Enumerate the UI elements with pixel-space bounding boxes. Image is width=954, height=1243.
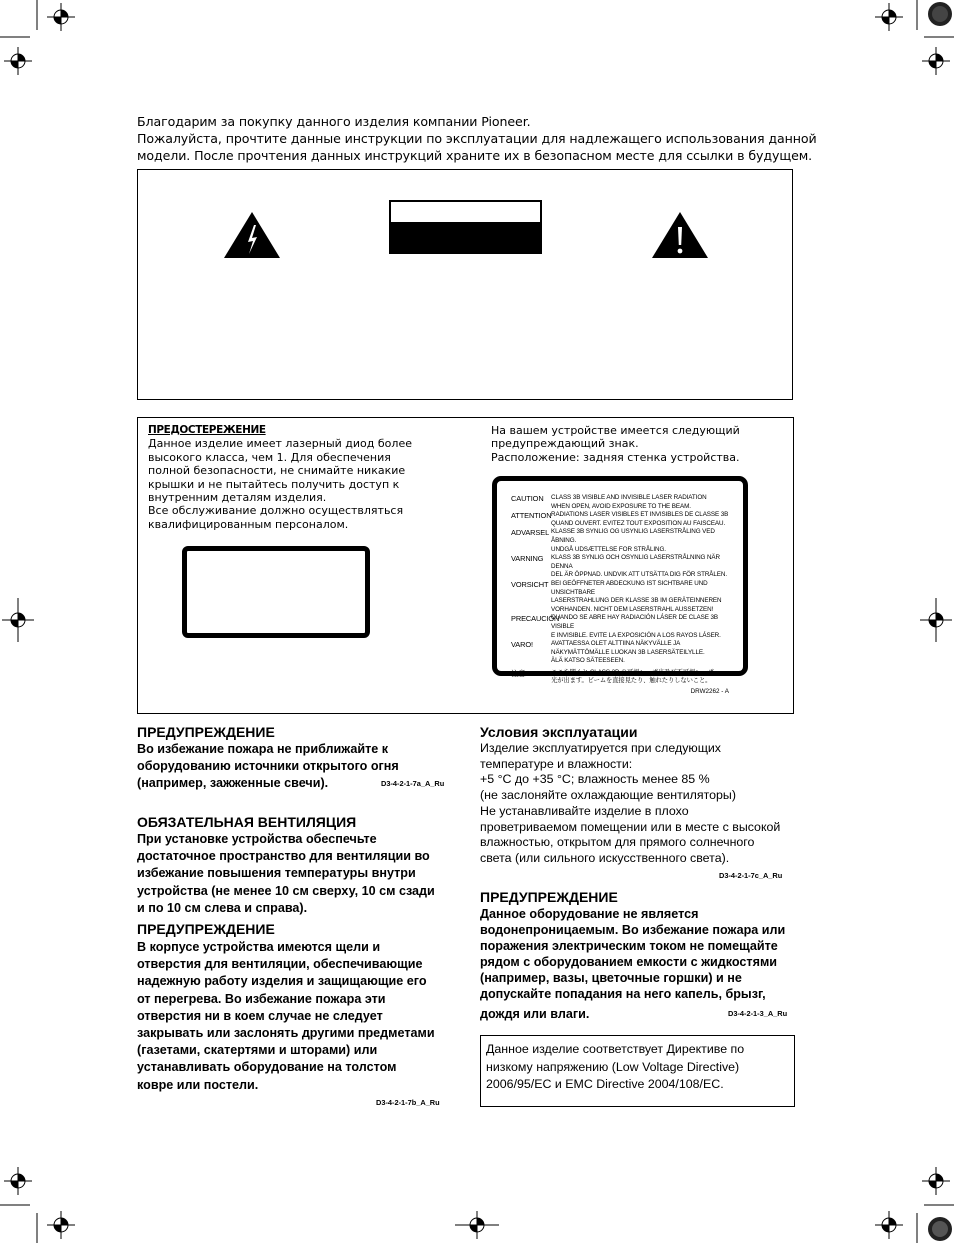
text-line: (например, вазы, цветочные горшки) и не xyxy=(480,971,742,985)
label-lang: PRECAUCIÓN xyxy=(511,614,560,624)
intro-line: модели. После прочтения данных инструкций храните их в безопасном месте для ссылки в будущем. xyxy=(137,148,813,163)
caution-title: ПРЕДОСТЕРЕЖЕНИЕ xyxy=(148,424,266,436)
label-text: VORHANDEN. NICHT DEM LASERSTRAHL AUSSETZEN! xyxy=(551,605,714,613)
doc-code: D3-4-2-1-7a_A_Ru xyxy=(381,779,445,788)
text-line: допускайте попадания на него капель, брызг, xyxy=(480,987,766,1001)
label-text: NÄKYMÄTTÖMÄLLE LUOKAN 3B LASERSÄTEILYLLE. xyxy=(551,648,705,656)
text-line: Изделие эксплуатируется при следующих xyxy=(480,741,722,755)
caution-line: крышки и не пытайтесь получить доступ к xyxy=(148,477,400,491)
operating-conditions-text xyxy=(480,741,800,867)
text-line: избежание повышения температуры внутри xyxy=(137,866,416,881)
text-line: отверстия ни в коем случае не следует xyxy=(137,1008,383,1023)
laser-warning-label xyxy=(492,476,748,696)
label-lang: 注意 xyxy=(511,668,526,678)
text-line: Данное изделие соответствует Директиве по xyxy=(486,1042,745,1056)
text-line: от перегрева. Во избежание пожара эти xyxy=(137,991,386,1006)
label-code: DRW2262 - A xyxy=(690,688,729,696)
label-lang: ATTENTION xyxy=(511,511,552,521)
label-row xyxy=(511,554,733,580)
label-lang: VARO! xyxy=(511,640,533,650)
text-line: оборудованию источники открытого огня xyxy=(137,759,399,774)
label-text: 光が出ます。ビームを直接見たり、触れたりしないこと。 xyxy=(551,677,712,685)
label-text: ÄLÄ KATSO SÄTEESEEN. xyxy=(551,657,625,665)
ventilation-text xyxy=(137,831,467,917)
label-text: QUAND OUVERT. EVITEZ TOUT EXPOSITION AU FAISCEAU. xyxy=(551,519,726,527)
laser-caution-text xyxy=(148,424,418,531)
class-label-placeholder xyxy=(182,546,370,638)
label-row xyxy=(511,614,733,640)
label-text: KLASSE 3B SYNLIG OG USYNLIG LASERSTRÅLING VED ÅBNING. xyxy=(551,528,715,544)
text-line: В корпусе устройства имеются щели и xyxy=(137,940,381,954)
ventilation-heading: ОБЯЗАТЕЛЬНАЯ ВЕНТИЛЯЦИЯ xyxy=(137,814,357,830)
label-text: AVATTAESSA OLET ALTTIINA NÄKYVÄLLE JA xyxy=(551,640,681,648)
operating-conditions-heading: Условия эксплуатации xyxy=(480,724,638,740)
text-line: рядом с оборудованием емкости с жидкостями xyxy=(480,955,778,969)
caution-line: внутренним деталям изделия. xyxy=(148,491,327,505)
doc-code: D3-4-2-1-7b_A_Ru xyxy=(376,1098,440,1107)
doc-code: D3-4-2-1-3_A_Ru xyxy=(728,1009,788,1018)
location-line: предупреждающий знак. xyxy=(491,437,639,451)
label-text: DEL ÄR ÖPPNAD. UNDVIK ATT UTSÄTTA DIG FÖR STRÅLEN. xyxy=(551,571,728,579)
text-line: ковре или постели. xyxy=(137,1077,259,1092)
label-lang: VARNING xyxy=(511,554,544,564)
label-text: BEI GEÖFFNETER ABDECKUNG IST SICHTBARE UND UNSICHTBARE xyxy=(551,579,708,596)
text-line: Данное оборудование не является xyxy=(480,907,699,921)
label-row xyxy=(511,511,733,528)
color-target-top xyxy=(928,2,952,26)
text-line: водонепроницаемым. Во избежание пожара или xyxy=(480,923,786,937)
lightning-warning-icon xyxy=(223,211,281,259)
label-text: RADIATIONS LASER VISIBLES ET INVISIBLES DE CLASSE 3B xyxy=(551,511,729,519)
label-text: CUANDO SE ABRE HAY RADIACIÓN LÁSER DE CLASE 3B VISIBLE xyxy=(551,614,718,630)
label-location-text xyxy=(491,424,781,464)
text-line: дождя или влаги. xyxy=(480,1007,590,1021)
label-lang: VORSICHT xyxy=(511,579,549,589)
text-line: Во избежание пожара не приближайте к xyxy=(137,742,389,756)
label-row xyxy=(511,494,733,511)
doc-code: D3-4-2-1-7c_A_Ru xyxy=(719,871,783,880)
label-lang: ADVARSEL xyxy=(511,528,550,538)
text-line: +5 °C до +35 °C; влажность менее 85 % xyxy=(480,772,710,787)
text-line: При установке устройства обеспечьте xyxy=(137,832,377,846)
text-line: проветриваемом помещении или в месте с высокой xyxy=(480,819,781,834)
label-text: WHEN OPEN, AVOID EXPOSURE TO THE BEAM. xyxy=(551,502,691,510)
text-line: отверстия для вентиляции, обеспечивающие xyxy=(137,957,423,972)
label-text: UNDGÅ UDSÆTTELSE FOR STRÅLING. xyxy=(551,545,666,553)
warning-heading: ПРЕДУПРЕЖДЕНИЕ xyxy=(137,724,275,740)
exclamation-warning-icon xyxy=(651,211,709,259)
caution-label-placeholder xyxy=(389,200,542,254)
label-text: E INVISIBLE. EVITE LA EXPOSICIÓN A LOS RAYOS LÁSER. xyxy=(551,631,721,639)
label-text: ここを開くと CLASS 3B の可視レーザ光及び不可視レーザ xyxy=(551,668,714,676)
caution-line: Данное изделие имеет лазерный диод более xyxy=(148,437,412,451)
text-line: надежную работу изделия и защищающие его xyxy=(137,974,427,989)
label-row xyxy=(511,640,733,666)
directive-compliance-box xyxy=(480,1035,795,1107)
label-text: LASERSTRAHLUNG DER KLASSE 3B IM GERÄTEINNEREN xyxy=(551,597,722,605)
text-line: поражения электрическим током не помещайте xyxy=(480,939,778,953)
location-line: На вашем устройстве имеется следующий xyxy=(491,424,740,437)
caution-line: высокого класса, чем 1. Для обеспечения xyxy=(148,450,391,464)
intro-line: Пожалуйста, прочтите данные инструкции по эксплуатации для надлежащего использования данной xyxy=(137,131,817,146)
warning-heading: ПРЕДУПРЕЖДЕНИЕ xyxy=(480,889,618,905)
caution-line: Все обслуживание должно осуществляться xyxy=(148,504,404,518)
caution-line: полной безопасности, не снимайте никакие xyxy=(148,464,406,478)
intro-line: Благодарим за покупку данного изделия компании Pioneer. xyxy=(137,114,531,129)
text-line: (не заслоняйте охлаждающие вентиляторы) xyxy=(480,788,736,803)
text-line: устанавливать оборудование на толстом xyxy=(137,1060,397,1075)
label-row xyxy=(511,669,733,686)
text-line: низкому напряжению (Low Voltage Directive) xyxy=(486,1059,740,1074)
text-line: света (или сильного искусственного света). xyxy=(480,850,730,865)
caution-line: квалифицированным персоналом. xyxy=(148,517,349,531)
text-line: 2006/95/EC и EMC Directive 2004/108/EC. xyxy=(486,1077,724,1091)
text-line: влажностью, открытом для прямого солнечного xyxy=(480,835,755,850)
label-text: CLASS 3B VISIBLE AND INVISIBLE LASER RADIATION xyxy=(551,494,707,501)
text-line: Не устанавливайте изделие в плохо xyxy=(480,803,689,818)
label-text: KLASS 3B SYNLIG OCH OSYNLIG LASERSTRÅLNING NÄR DENNA xyxy=(551,554,720,570)
intro-text xyxy=(137,113,817,164)
text-line: устройства (не менее 10 см сверху, 10 см сзади xyxy=(137,883,435,898)
text-line: (например, зажженные свечи). xyxy=(137,776,329,791)
text-line: температуре и влажности: xyxy=(480,756,633,771)
text-line: и по 10 см слева и справа). xyxy=(137,900,308,915)
text-line: закрывать или заслонять другими предметами xyxy=(137,1026,435,1041)
label-row xyxy=(511,528,733,554)
warning-heading: ПРЕДУПРЕЖДЕНИЕ xyxy=(137,921,275,937)
label-lang: CAUTION xyxy=(511,494,544,503)
label-row xyxy=(511,580,733,614)
location-line: Расположение: задняя стенка устройства. xyxy=(491,450,740,464)
vent-slots-warning-text xyxy=(137,939,467,1094)
text-line: достаточное пространство для вентиляции во xyxy=(137,849,430,864)
text-line: (газетами, скатертями и шторами) или xyxy=(137,1043,378,1058)
water-warning-text xyxy=(480,906,800,1022)
